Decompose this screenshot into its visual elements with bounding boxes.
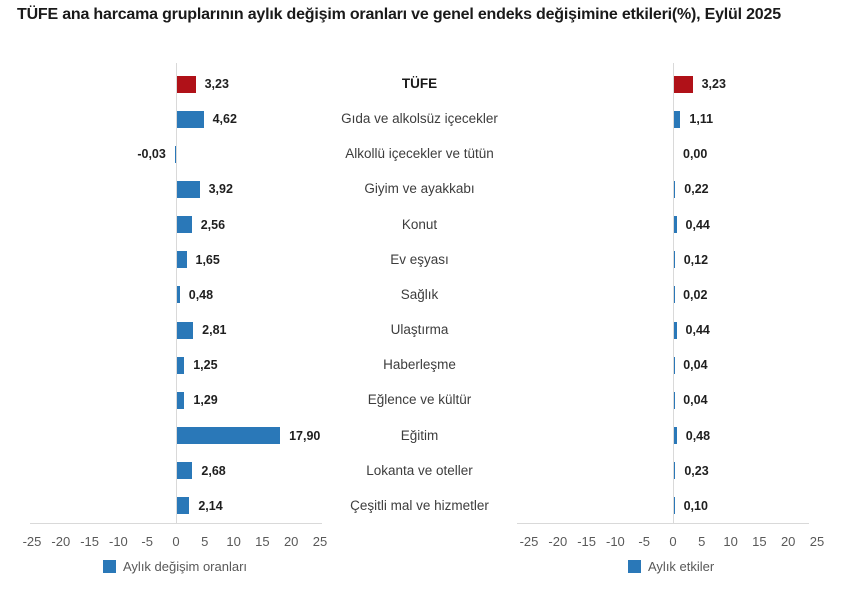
category-label: Eğlence ve kültür bbox=[367, 392, 472, 408]
category-label: Alkollü içecekler ve tütün bbox=[345, 146, 494, 162]
x-tick-label: 20 bbox=[283, 534, 299, 549]
value-label: 0,23 bbox=[684, 463, 709, 478]
bar-Konut bbox=[674, 216, 677, 233]
category-label: Giyim ve ayakkabı bbox=[364, 181, 475, 197]
x-tick-label: -5 bbox=[141, 534, 153, 549]
category-label: Gıda ve alkolsüz içecekler bbox=[341, 111, 498, 127]
value-label: 0,48 bbox=[685, 428, 711, 443]
value-label: 17,90 bbox=[289, 428, 321, 443]
value-label: 0,02 bbox=[683, 287, 708, 302]
legend-swatch-icon bbox=[103, 560, 116, 573]
bar-Giyim ve ayakkabı bbox=[177, 181, 200, 198]
value-label: 1,25 bbox=[193, 358, 218, 373]
x-tick-label: -15 bbox=[577, 534, 596, 549]
value-label: 1,65 bbox=[195, 252, 220, 267]
category-label: Ev eşyası bbox=[390, 251, 449, 267]
category-label: Konut bbox=[401, 216, 438, 232]
x-tick-label: -10 bbox=[605, 534, 625, 549]
value-label: 4,62 bbox=[212, 112, 237, 127]
bar-Ulaştırma bbox=[674, 322, 677, 339]
bar-Sağlık bbox=[674, 286, 675, 303]
value-label: 2,68 bbox=[201, 463, 226, 478]
x-tick-label: 15 bbox=[752, 534, 767, 549]
left-legend bbox=[103, 559, 247, 574]
value-label: 3,23 bbox=[204, 77, 229, 91]
value-label: 0,48 bbox=[188, 287, 214, 302]
right-legend-label: Aylık etkiler bbox=[648, 559, 715, 574]
value-label: 2,81 bbox=[202, 323, 227, 338]
bar-Eğlence ve kültür bbox=[674, 392, 675, 409]
x-tick-label: 10 bbox=[723, 534, 738, 549]
x-tick-label: -20 bbox=[51, 534, 71, 549]
category-labels-column bbox=[322, 63, 517, 523]
bar-Haberleşme bbox=[674, 357, 675, 374]
right-plot-monthly-effects bbox=[517, 63, 809, 524]
bar-Gıda ve alkolsüz içecekler bbox=[177, 111, 204, 128]
x-tick-label: 15 bbox=[255, 534, 270, 549]
value-label: 0,44 bbox=[685, 323, 710, 338]
bar-Giyim ve ayakkabı bbox=[674, 181, 675, 198]
chart-title: TÜFE ana harcama gruplarının aylık değişim oranları ve genel endeks değişimine etkileri(%), Eylül 2025 bbox=[17, 6, 781, 23]
value-label: 2,56 bbox=[200, 217, 226, 232]
bar-Eğitim bbox=[177, 427, 280, 444]
bar-Ulaştırma bbox=[177, 322, 193, 339]
category-label: Haberleşme bbox=[383, 357, 456, 373]
value-label: 0,00 bbox=[683, 147, 708, 162]
x-tick-label: 25 bbox=[312, 534, 328, 549]
bar-Gıda ve alkolsüz içecekler bbox=[674, 111, 680, 128]
x-tick-label: 5 bbox=[201, 534, 209, 549]
bar-Ev eşyası bbox=[177, 251, 187, 268]
legend-swatch-icon bbox=[628, 560, 641, 573]
bar-Eğlence ve kültür bbox=[177, 392, 184, 409]
bar-Konut bbox=[177, 216, 192, 233]
value-label: 0,10 bbox=[683, 498, 708, 513]
right-x-axis-ticks bbox=[517, 534, 825, 550]
bar-Haberleşme bbox=[177, 357, 184, 374]
bar-Ev eşyası bbox=[674, 251, 675, 268]
left-plot-monthly-change bbox=[30, 63, 322, 524]
x-tick-label: -20 bbox=[548, 534, 568, 549]
bar-Çeşitli mal ve hizmetler bbox=[177, 497, 189, 514]
x-tick-label: 20 bbox=[780, 534, 796, 549]
x-tick-label: 0 bbox=[669, 534, 677, 549]
bar-Eğitim bbox=[674, 427, 677, 444]
category-label: Sağlık bbox=[400, 286, 439, 302]
value-label: 1,29 bbox=[193, 393, 218, 408]
bar-TÜFE bbox=[177, 76, 196, 93]
category-label: Eğitim bbox=[400, 427, 439, 443]
right-legend bbox=[628, 559, 714, 574]
x-tick-label: 5 bbox=[698, 534, 706, 549]
value-label: 3,23 bbox=[701, 77, 726, 91]
value-label: 3,92 bbox=[208, 182, 233, 197]
x-tick-label: 10 bbox=[226, 534, 241, 549]
value-label: 0,04 bbox=[683, 393, 708, 408]
value-label: 1,11 bbox=[689, 112, 714, 127]
value-label: 0,44 bbox=[685, 217, 710, 232]
x-tick-label: -10 bbox=[108, 534, 128, 549]
left-x-axis-ticks bbox=[22, 534, 328, 550]
bar-Sağlık bbox=[177, 286, 180, 303]
bar-Alkollü içecekler ve tütün bbox=[175, 146, 176, 163]
category-label: TÜFE bbox=[401, 76, 438, 91]
value-label: 0,12 bbox=[683, 252, 709, 267]
value-label: 0,04 bbox=[683, 358, 708, 373]
value-label: -0,03 bbox=[137, 147, 166, 162]
value-label: 2,14 bbox=[198, 498, 223, 513]
value-label: 0,22 bbox=[684, 182, 709, 197]
x-tick-label: 0 bbox=[172, 534, 180, 549]
x-tick-label: -25 bbox=[22, 534, 42, 549]
bar-Lokanta ve oteller bbox=[177, 462, 192, 479]
x-tick-label: -5 bbox=[638, 534, 650, 549]
x-tick-label: 25 bbox=[809, 534, 825, 549]
bar-Lokanta ve oteller bbox=[674, 462, 675, 479]
x-tick-label: -25 bbox=[519, 534, 539, 549]
x-tick-label: -15 bbox=[80, 534, 99, 549]
left-legend-label: Aylık değişim oranları bbox=[123, 559, 248, 574]
bar-Çeşitli mal ve hizmetler bbox=[674, 497, 675, 514]
bar-TÜFE bbox=[674, 76, 693, 93]
category-label: Lokanta ve oteller bbox=[366, 462, 473, 478]
category-label: Ulaştırma bbox=[390, 322, 449, 338]
category-label: Çeşitli mal ve hizmetler bbox=[350, 497, 489, 513]
